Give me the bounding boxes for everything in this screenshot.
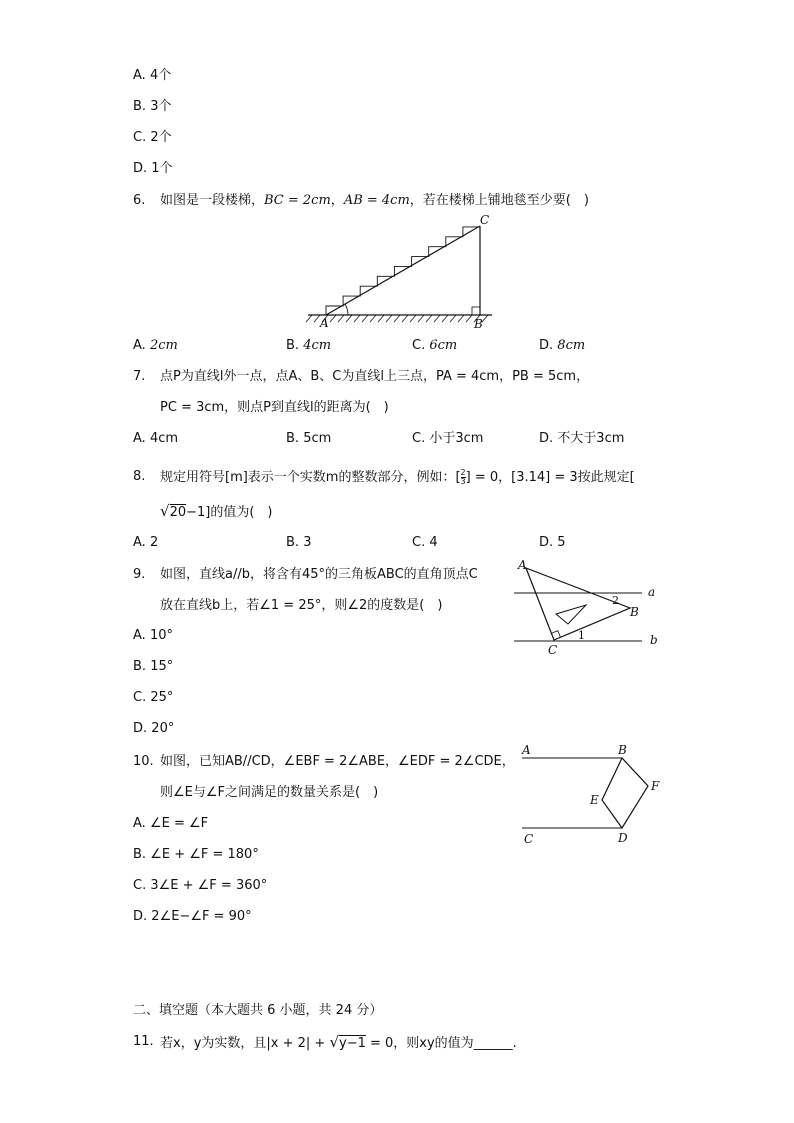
q10-option-c: C. 3∠E + ∠F = 360°	[133, 878, 268, 893]
q6-stem: 如图是一段楼梯，BC = 2cm，AB = 4cm，若在楼梯上铺地毯至少要( )	[160, 193, 589, 208]
parallel-lines-quadrilateral-figure	[518, 740, 668, 850]
q6-option-d: D. 8cm	[539, 338, 586, 353]
q10-line1: 如图，已知AB//CD，∠EBF = 2∠ABE，∠EDF = 2∠CDE，	[160, 754, 515, 769]
label-b: B	[474, 317, 483, 331]
label-b: B	[630, 605, 639, 619]
label-b: B	[618, 743, 627, 757]
q8-line2: √20−1]的值为( )	[160, 502, 273, 520]
q9-option-a: A. 10°	[133, 628, 173, 643]
q7-line2: PC = 3cm，则点P到直线l的距离为( )	[160, 400, 389, 415]
q5-option-a: A. 4个	[133, 68, 172, 83]
q8-option-d: D. 5	[539, 535, 566, 550]
q9-option-b: B. 15°	[133, 659, 174, 674]
q8-number: 8.	[133, 469, 146, 484]
q10-line2: 则∠E与∠F之间满足的数量关系是( )	[160, 785, 379, 800]
q8-option-c: C. 4	[412, 535, 438, 550]
angle-1-label: 1	[578, 629, 585, 642]
q6-number: 6.	[133, 193, 146, 208]
label-line-b: b	[650, 633, 658, 647]
q7-option-b: B. 5cm	[286, 431, 332, 446]
q9-option-c: C. 25°	[133, 690, 174, 705]
q10-option-b: B. ∠E + ∠F = 180°	[133, 847, 259, 862]
q9-line1: 如图，直线a//b，将含有45°的三角板ABC的直角顶点C	[160, 567, 478, 582]
label-e: E	[590, 793, 599, 807]
q5-option-c: C. 2个	[133, 130, 172, 145]
staircase-figure	[300, 212, 500, 334]
q8-option-a: A. 2	[133, 535, 159, 550]
label-a: A	[518, 558, 527, 572]
q5-option-b: B. 3个	[133, 99, 172, 114]
label-c: C	[480, 213, 490, 227]
parallel-lines-triangle-figure	[510, 556, 670, 660]
q9-option-d: D. 20°	[133, 721, 175, 736]
q7-option-c: C. 小于3cm	[412, 431, 484, 446]
q8-option-b: B. 3	[286, 535, 312, 550]
label-c: C	[548, 643, 558, 657]
q9-line2: 放在直线b上，若∠1 = 25°，则∠2的度数是( )	[160, 598, 443, 613]
q11-stem: 若x，y为实数，且|x + 2| + √y−1 = 0，则xy的值为______.	[160, 1033, 517, 1051]
q7-number: 7.	[133, 369, 146, 384]
label-a: A	[522, 743, 531, 757]
q6-option-a: A. 2cm	[133, 338, 178, 353]
q10-option-a: A. ∠E = ∠F	[133, 816, 209, 831]
q5-option-d: D. 1个	[133, 161, 173, 176]
q10-option-d: D. 2∠E−∠F = 90°	[133, 909, 252, 924]
q7-option-a: A. 4cm	[133, 431, 179, 446]
label-c: C	[524, 832, 534, 846]
q10-number: 10.	[133, 754, 154, 769]
q11-number: 11.	[133, 1034, 154, 1049]
q8-line1: 规定用符号[m]表示一个实数m的整数部分，例如：[ $\frac{2}{3}$ ] = 0，[3.14] = 3按此规定[	[160, 468, 635, 486]
label-f: F	[651, 779, 660, 793]
label-line-a: a	[648, 585, 656, 599]
angle-2-label: 2	[612, 594, 619, 607]
q7-line1: 点P为直线l外一点，点A、B、C为直线l上三点，PA = 4cm，PB = 5cm，	[160, 369, 590, 384]
section-heading: 二、填空题（本大题共 6 小题，共 24 分）	[133, 1003, 383, 1018]
q7-option-d: D. 不大于3cm	[539, 431, 625, 446]
label-d: D	[618, 831, 628, 845]
q6-option-c: C. 6cm	[412, 338, 458, 353]
q6-option-b: B. 4cm	[286, 338, 332, 353]
label-a: A	[320, 316, 329, 330]
q9-number: 9.	[133, 567, 146, 582]
